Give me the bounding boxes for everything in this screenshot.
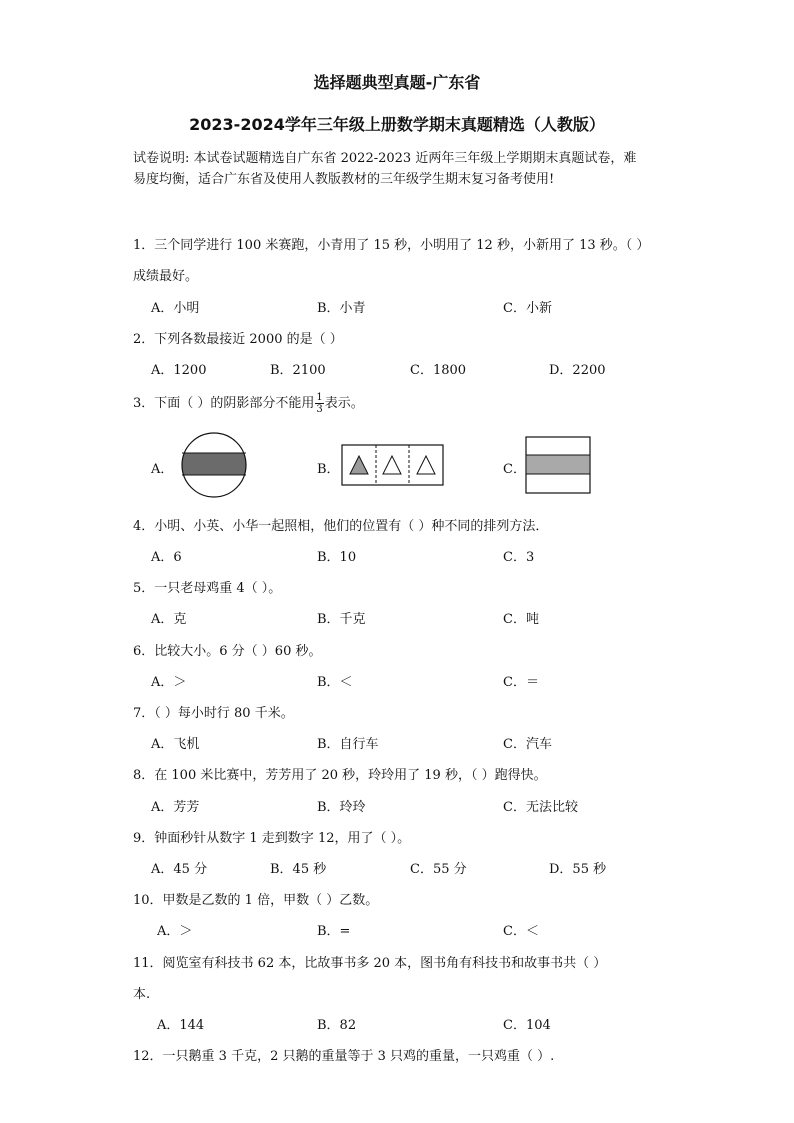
q11-option-b[interactable]: B．82 (317, 1018, 357, 1033)
q6-option-a[interactable]: A．＞ (151, 675, 187, 690)
triangle-boxes-figure (341, 444, 445, 486)
q4-option-c[interactable]: C．3 (503, 550, 535, 565)
q2-option-b[interactable]: B．2100 (270, 363, 326, 378)
empty-triangle-1 (383, 456, 401, 474)
q9-option-d[interactable]: D．55 秒 (549, 862, 607, 877)
instructions-line-2: 易度均衡，适合广东省及使用人教版教材的三年级学生期末复习备考使用! (133, 172, 555, 187)
q2-stem: 2．下列各数最接近 2000 的是（ ） (133, 332, 343, 347)
empty-triangle-2 (417, 456, 435, 474)
q4-option-a[interactable]: A．6 (151, 550, 182, 565)
q4-stem: 4．小明、小英、小华一起照相，他们的位置有（ ）种不同的排列方法． (133, 519, 549, 534)
q1-stem-line-2: 成绩最好。 (133, 269, 199, 284)
q10-option-c[interactable]: C．＜ (503, 924, 539, 939)
q3-option-c[interactable]: C． (503, 462, 526, 477)
q3-option-b[interactable]: B． (317, 462, 340, 477)
q4-option-b[interactable]: B．10 (317, 550, 357, 565)
circle-shaded-band (180, 453, 250, 475)
fraction-denominator: 3 (316, 404, 323, 415)
q6-option-b[interactable]: B．＜ (317, 675, 353, 690)
instructions-line-1: 试卷说明: 本试卷试题精选自广东省 2022-2023 近两年三年级上学期期末真题试卷，难 (133, 151, 637, 166)
shaded-triangle (350, 456, 368, 474)
q5-stem: 5．一只老母鸡重 4（ ）。 (133, 581, 282, 596)
q7-option-c[interactable]: C．汽车 (503, 737, 552, 752)
q2-option-d[interactable]: D．2200 (549, 363, 606, 378)
q3-stem-before: 3．下面（ ）的阴影部分不能用 (133, 396, 315, 411)
q12-stem: 12．一只鹅重 3 千克，2 只鹅的重量等于 3 只鸡的重量，一只鸡重（ ）. (133, 1049, 555, 1064)
q9-option-b[interactable]: B．45 秒 (270, 862, 327, 877)
q10-stem: 10．甲数是乙数的 1 倍，甲数（ ）乙数。 (133, 893, 379, 908)
q1-option-a[interactable]: A．小明 (151, 301, 200, 316)
q11-option-c[interactable]: C．104 (503, 1018, 551, 1033)
q11-option-a[interactable]: A．144 (157, 1018, 205, 1033)
rect-shaded-band (526, 455, 590, 474)
q5-option-c[interactable]: C．吨 (503, 612, 539, 627)
fraction-one-third (315, 392, 323, 415)
q3-stem-after: 表示。 (324, 396, 364, 411)
q3-stem (133, 392, 364, 415)
doc-subtitle: 2023-2024学年三年级上册数学期末真题精选（人教版） (189, 115, 605, 134)
q1-option-b[interactable]: B．小青 (317, 301, 366, 316)
q7-stem: 7．（ ）每小时行 80 千米。 (133, 706, 294, 721)
q11-stem-line-1: 11．阅览室有科技书 62 本，比故事书多 20 本，图书角有科技书和故事书共（ ） (133, 956, 607, 971)
q2-option-a[interactable]: A．1200 (151, 363, 207, 378)
q1-stem-line-1: 1．三个同学进行 100 米赛跑，小青用了 15 秒，小明用了 12 秒，小新用了 13 秒。（ ） (133, 238, 650, 253)
q5-option-b[interactable]: B．千克 (317, 612, 366, 627)
q8-option-c[interactable]: C．无法比较 (503, 800, 578, 815)
q11-stem-line-2: 本. (133, 987, 151, 1002)
q3-option-a[interactable]: A． (151, 462, 174, 477)
fraction-numerator: 1 (316, 392, 323, 403)
q5-option-a[interactable]: A．克 (151, 612, 187, 627)
q9-option-c[interactable]: C．55 分 (410, 862, 467, 877)
q1-option-c[interactable]: C．小新 (503, 301, 552, 316)
q10-option-b[interactable]: B．= (317, 924, 351, 939)
q10-option-a[interactable]: A．＞ (157, 924, 193, 939)
circle-band-figure (180, 431, 250, 499)
q9-option-a[interactable]: A．45 分 (151, 862, 208, 877)
q7-option-a[interactable]: A．飞机 (151, 737, 200, 752)
q9-stem: 9．钟面秒针从数字 1 走到数字 12，用了（ ）。 (133, 831, 411, 846)
q6-stem: 6．比较大小。6 分（ ）60 秒。 (133, 644, 322, 659)
rect-band-figure (525, 436, 591, 494)
q8-stem: 8．在 100 米比赛中，芳芳用了 20 秒，玲玲用了 19 秒，（ ）跑得快。 (133, 768, 547, 783)
q2-option-c[interactable]: C．1800 (410, 363, 467, 378)
q7-option-b[interactable]: B．自行车 (317, 737, 379, 752)
doc-title: 选择题典型真题-广东省 (313, 73, 481, 92)
q6-option-c[interactable]: C．＝ (503, 675, 539, 690)
q8-option-a[interactable]: A．芳芳 (151, 800, 200, 815)
q8-option-b[interactable]: B．玲玲 (317, 800, 366, 815)
